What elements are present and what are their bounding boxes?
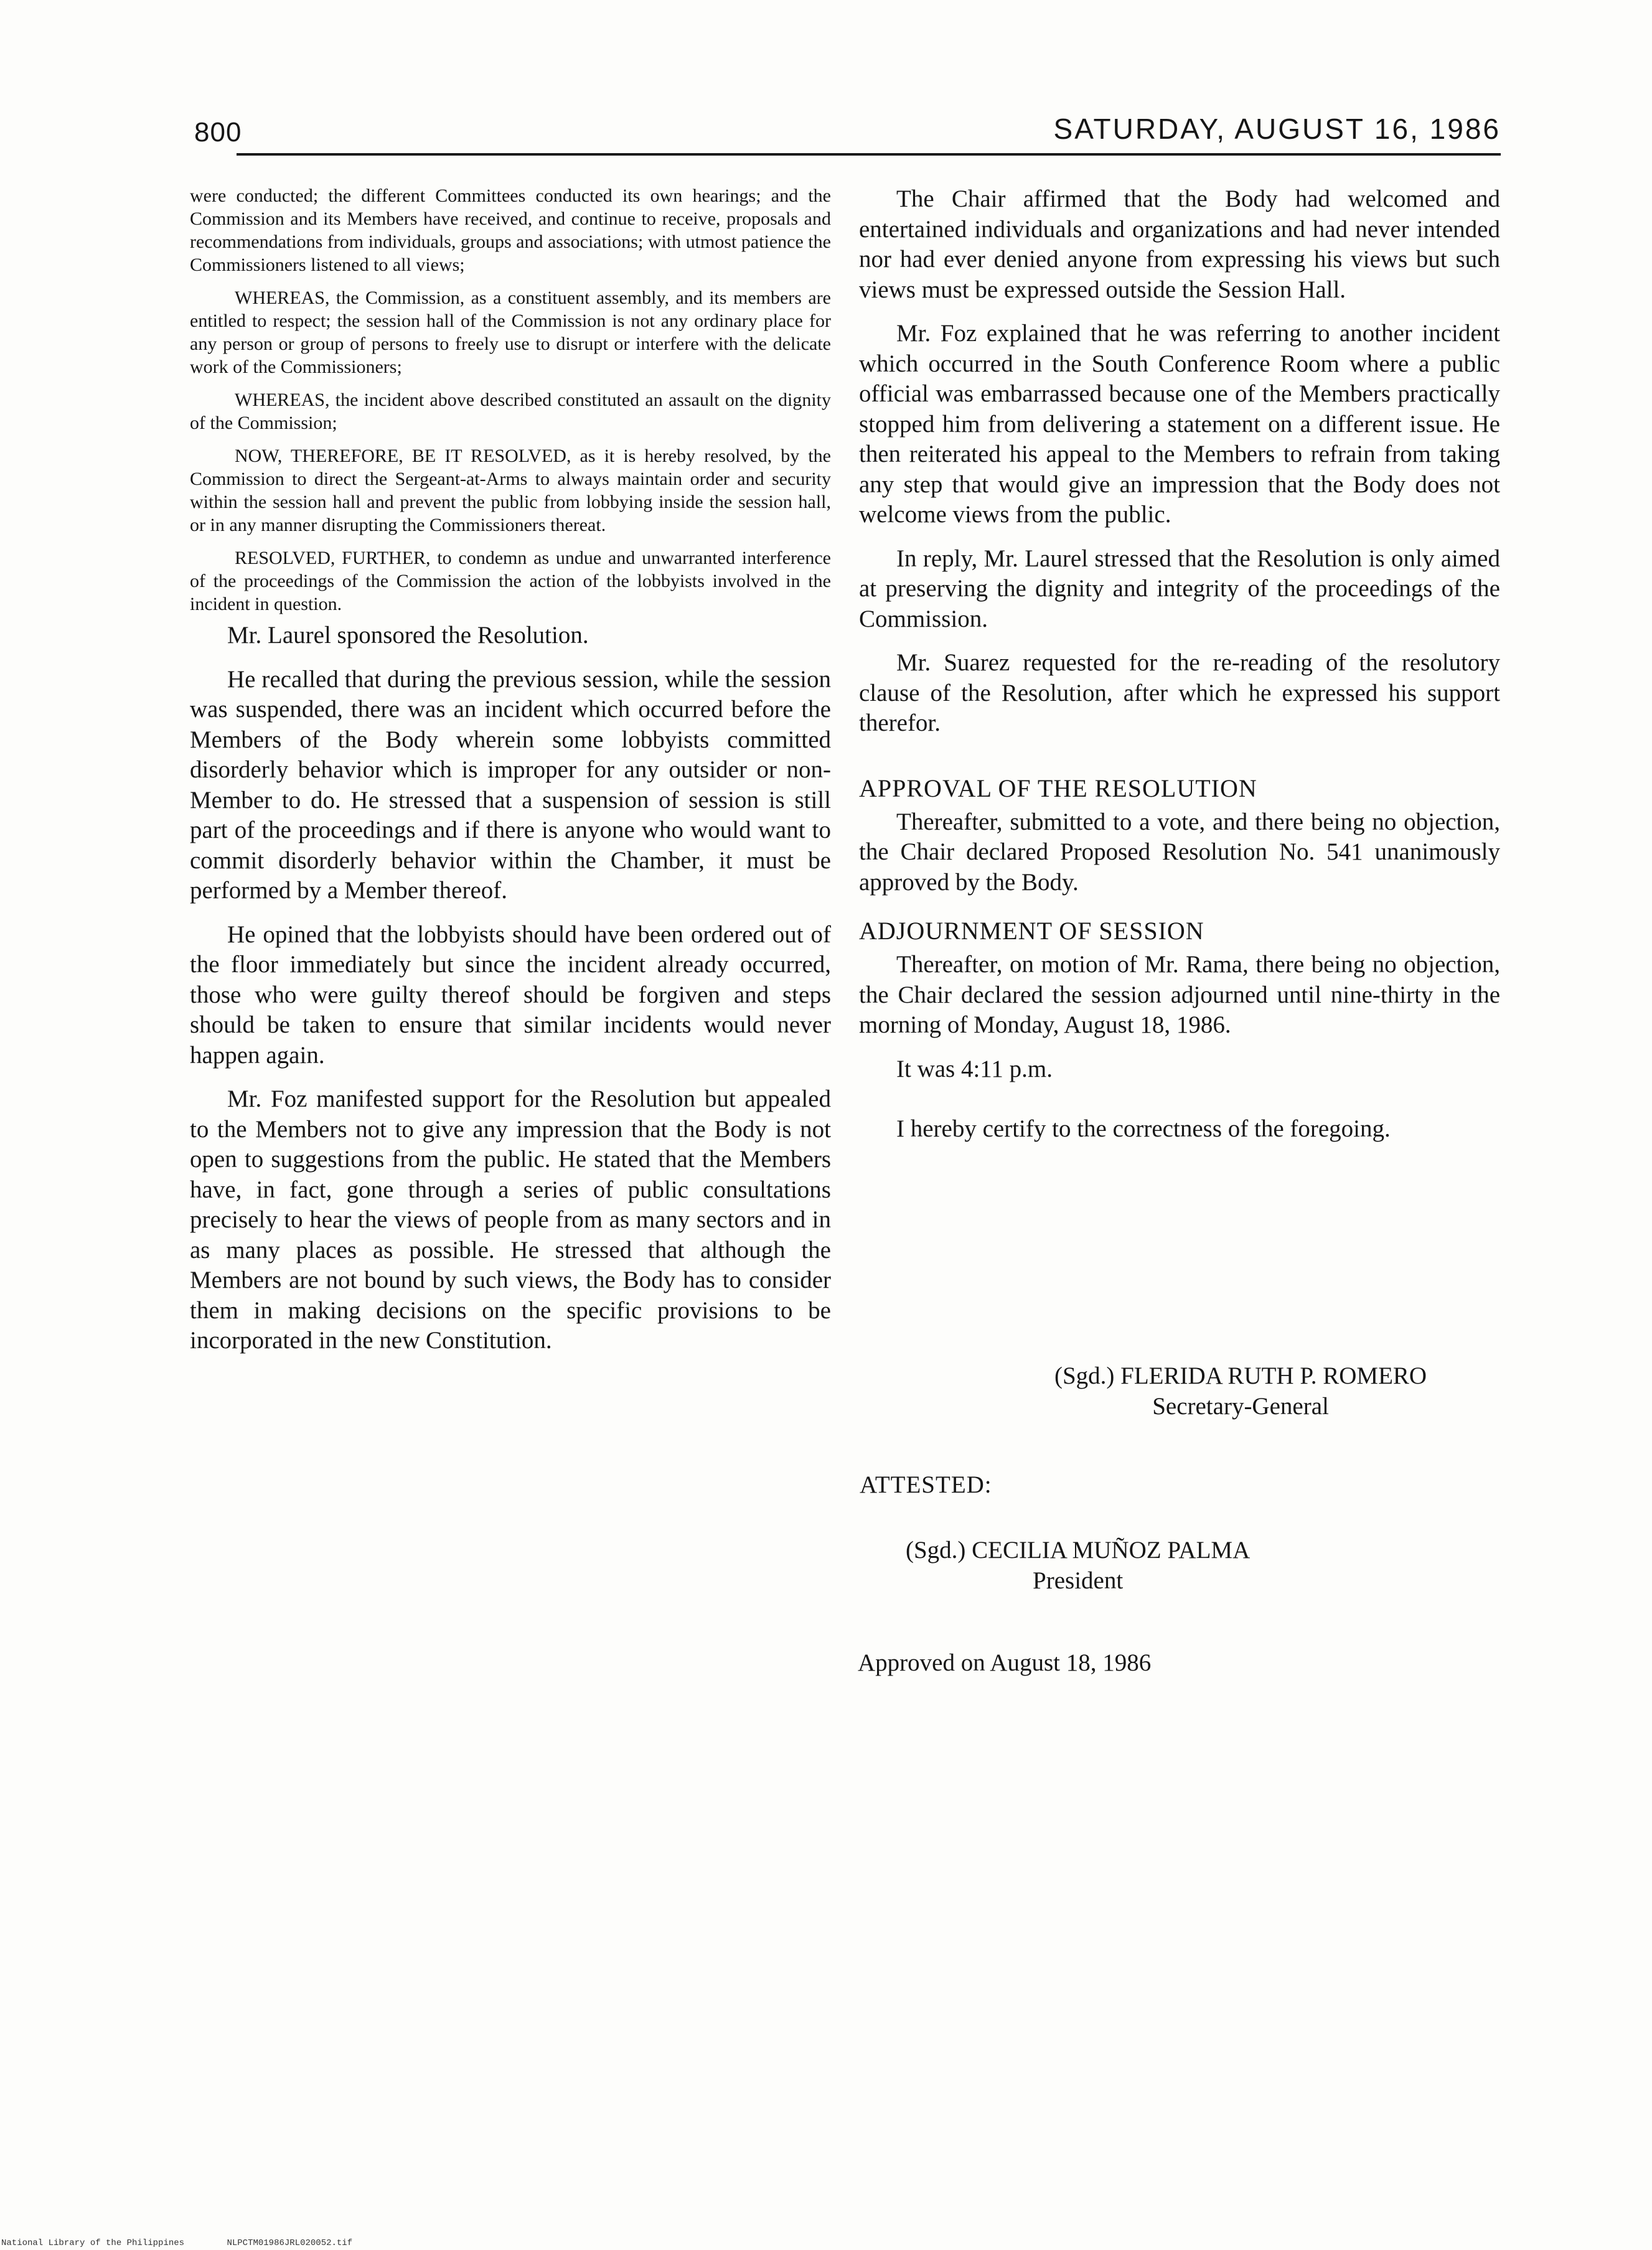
president-name: (Sgd.) CECILIA MUÑOZ PALMA bbox=[906, 1537, 1251, 1563]
resolution-text bbox=[190, 184, 831, 616]
right-column bbox=[859, 184, 1500, 1145]
left-body-text bbox=[190, 621, 831, 1356]
body-paragraph: He opined that the lobbyists should have been ordered out of the floor immediately but since the incident already occurred, those who were guilty thereof should be forgiven and steps should be taken to ensure that similar incidents would never happen again. bbox=[190, 921, 831, 1069]
body-paragraph: He recalled that during the previous session, while the session was suspended, there was an incident which occurred before the Members of the Body wherein some lobbyists committed disorderly behavior which is improper for any outsider or non-Member to do. He stressed that a suspension of session is still part of the proceedings and if there is anyone who would want to commit disorderly behavior within the Chamber, it must be performed by a Member thereof. bbox=[190, 665, 831, 904]
footer-library: National Library of the Philippines bbox=[1, 2238, 185, 2248]
adjournment-paragraph: Thereafter, on motion of Mr. Rama, there being no objection, the Chair declared the session adjourned until nine-thirty in the morning of Monday, August 18, 1986. bbox=[859, 951, 1500, 1038]
president-title: President bbox=[1033, 1567, 1124, 1594]
attested-label: ATTESTED: bbox=[860, 1471, 992, 1498]
approved-date: Approved on August 18, 1986 bbox=[858, 1649, 1152, 1676]
certification-text: I hereby certify to the correctness of the foregoing. bbox=[896, 1115, 1391, 1142]
body-paragraph: Mr. Suarez requested for the re-reading of the resolutory clause of the Resolution, after which he expressed his support therefor. bbox=[859, 649, 1500, 736]
approval-heading: APPROVAL OF THE RESOLUTION bbox=[859, 774, 1257, 802]
approval-paragraph: Thereafter, submitted to a vote, and there being no objection, the Chair declared Proposed Resolution No. 541 unanimously approved by the Body. bbox=[859, 808, 1500, 896]
secretary-name: (Sgd.) FLERIDA RUTH P. ROMERO bbox=[1054, 1362, 1427, 1389]
left-column bbox=[190, 184, 831, 1356]
page-number: 800 bbox=[194, 117, 242, 148]
footer-file: NLPCTM01986JRL020052.tif bbox=[227, 2238, 353, 2248]
resolution-paragraph: were conducted; the different Committees conducted its own hearings; and the Commission and its Members have received, and continue to receive, proposals and recommendations from individuals, groups and associations; with utmost patience the Commissioners listened to all views; bbox=[190, 185, 831, 275]
resolution-paragraph: RESOLVED, FURTHER, to condemn as undue and unwarranted interference of the proceedings of the Commission the action of the lobbyists involved in the incident in question. bbox=[190, 548, 831, 614]
president-signature bbox=[906, 1535, 1250, 1596]
body-paragraph: The Chair affirmed that the Body had welcomed and entertained individuals and organizations and had never intended nor had ever denied anyone from expressing his views but such views must be expressed outside the Session Hall. bbox=[859, 185, 1500, 303]
body-paragraph: Mr. Foz manifested support for the Resolution but appealed to the Members not to give any impression that the Body is not open to suggestions from the public. He stated that the Members have, in fact, gone through a series of public consultations precisely to hear the views of people from as many sectors and in as many places as possible. He stressed that although the Members are not bound by such views, the Body has to consider them in making decisions on the specific provisions to be incorporated in the new Constitution. bbox=[190, 1085, 831, 1354]
adjournment-heading: ADJOURNMENT OF SESSION bbox=[859, 917, 1204, 945]
resolution-paragraph: NOW, THEREFORE, BE IT RESOLVED, as it is hereby resolved, by the Commission to direct the Sergeant-at-Arms to always maintain order and security within the session hall and prevent the public from lobbying inside the session hall, or in any manner disrupting the Commissioners thereat. bbox=[190, 446, 831, 535]
secretary-title: Secretary-General bbox=[1152, 1393, 1329, 1420]
scan-footer bbox=[1, 2238, 390, 2248]
body-paragraph: Mr. Foz explained that he was referring to another incident which occurred in the South Conference Room where a public official was embarrassed because one of the Members practically stopped him from delivering a statement on a different issue. He then reiterated his appeal to the Members to refrain from taking any step that would give an impression that the Body does not welcome views from the public. bbox=[859, 320, 1500, 528]
header-rule bbox=[237, 153, 1501, 156]
resolution-paragraph: WHEREAS, the Commission, as a constituent assembly, and its members are entitled to respect; the session hall of the Commission is not any ordinary place for any person or group of persons to freely use to disrupt or interfere with the delicate work of the Commissioners; bbox=[190, 288, 831, 377]
resolution-paragraph: WHEREAS, the incident above described constituted an assault on the dignity of the Commission; bbox=[190, 390, 831, 433]
adjournment-time: It was 4:11 p.m. bbox=[896, 1055, 1053, 1082]
right-body-text bbox=[859, 184, 1500, 1145]
body-paragraph: Mr. Laurel sponsored the Resolution. bbox=[227, 622, 589, 649]
body-paragraph: In reply, Mr. Laurel stressed that the Resolution is only aimed at preserving the dignity and integrity of the proceedings of the Commission. bbox=[859, 545, 1500, 632]
date-header: SATURDAY, AUGUST 16, 1986 bbox=[1053, 113, 1501, 145]
secretary-signature bbox=[1054, 1361, 1427, 1422]
